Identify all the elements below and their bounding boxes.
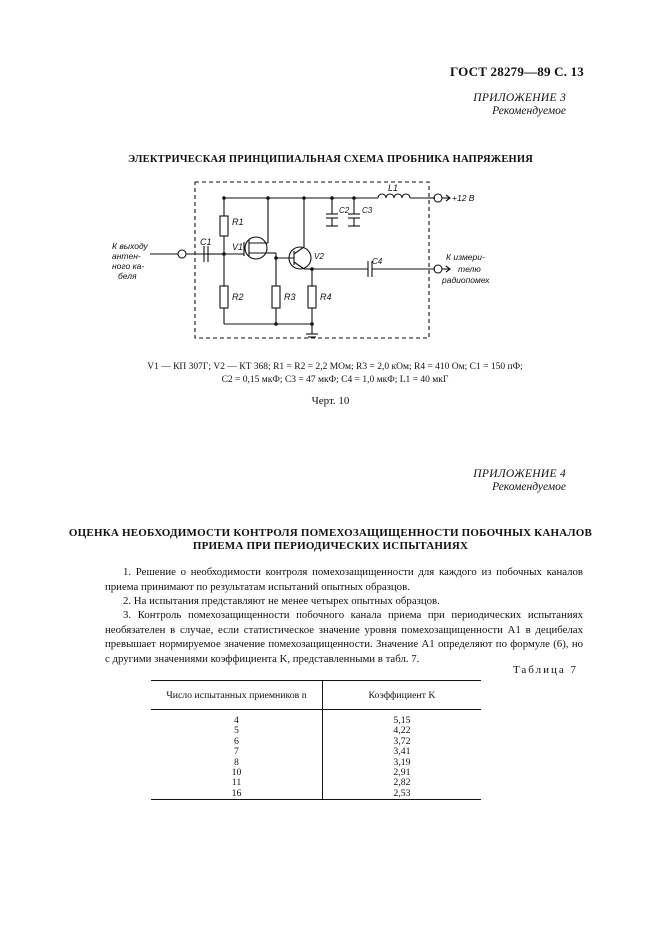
label-input-2: антен- [112,251,141,261]
label-R4: R4 [320,292,332,302]
table-caption: Таблица 7 [512,664,578,676]
input-terminal [178,250,186,258]
label-C1: C1 [200,237,212,247]
label-input-4: беля [118,271,137,281]
label-C4: C4 [372,257,383,266]
cell-k: 3,72 [393,735,411,747]
label-R2: R2 [232,292,244,302]
header-coefficient: Коэффициент K [323,681,482,710]
table-row [151,710,481,727]
circuit-schematic [110,176,500,348]
label-V1: V1 [232,242,244,252]
transistor-V1 [245,237,267,259]
standard-header: ГОСТ 28279—89 С. 13 [450,64,584,79]
power-terminal [434,194,442,202]
table-7 [151,680,481,800]
resistor-R1 [220,216,228,236]
resistor-R3 [272,286,280,308]
label-R3: R3 [284,292,296,302]
label-R1: R1 [232,217,244,227]
appendix-4-heading [473,468,566,494]
cell-n: 11 [151,778,323,788]
cell-n: 10 [151,768,323,778]
appendix-4-note: Рекомендуемое [492,481,566,493]
inductor-L1 [378,194,410,198]
cell-n: 6 [151,737,323,747]
label-C3: C3 [362,206,373,215]
output-terminal [434,265,442,273]
appendix-3-label: ПРИЛОЖЕНИЕ 3 [473,92,566,104]
paragraph-2: 2. На испытания представляют не менее четырех опытных образцов. [123,595,440,607]
schematic-title: ЭЛЕКТРИЧЕСКАЯ ПРИНЦИПИАЛЬНАЯ СХЕМА ПРОБНИКА НАПРЯЖЕНИЯ [127,154,534,165]
table-row [151,726,481,736]
label-output-1: К измери- [446,252,485,262]
table-row [151,737,481,747]
table-row [151,747,481,757]
label-power: +12 В [452,193,475,203]
paragraph-1: 1. Решение о необходимости контроля помехозащищенности для каждого из побочных каналов приема принимают по результатам испытаний опытных образцов. [105,566,583,593]
label-input-1: К выходу [112,241,148,251]
label-V2: V2 [314,252,324,261]
cell-k: 2,91 [393,767,411,779]
label-C2: C2 [339,206,350,215]
resistor-R4 [308,286,316,308]
appendix-4-label: ПРИЛОЖЕНИЕ 4 [473,468,566,480]
appendix-3-note: Рекомендуемое [492,105,566,117]
table-row [151,789,481,800]
paragraph-3: 3. Контроль помехозащищенности побочного канала приема при периодических испытаниях необязателен в случае, если статистическое значение уровня помехозащищенности A1 в децибелах превышает нормируемое значение помехозащищенности. Значение A1 определяют по формуле (6), но с другими значениями коэффициента K, представленными в табл. 7. [105,609,583,665]
label-output-2: телю [458,264,481,274]
cell-n: 4 [151,710,323,727]
legend-line-1: V1 — КП 307Г; V2 — КТ 368; R1 = R2 = 2,2 МОм; R3 = 2,0 кОм; R4 = 410 Ом; C1 = 150 пФ; [147,362,523,372]
cell-k: 4,22 [393,725,411,737]
cell-n: 5 [151,726,323,736]
cell-k: 3,41 [393,746,411,758]
label-input-3: ного ка- [112,261,145,271]
table-row [151,768,481,778]
legend-line-2: C2 = 0,15 мкФ; C3 = 47 мкФ; C4 = 1,0 мкФ; L1 = 40 мкГ [221,375,449,385]
figure-caption: Черт. 10 [311,395,350,407]
label-L1: L1 [388,183,399,193]
appendix-3-heading [473,92,566,118]
table-row [151,778,481,788]
component-legend [100,361,570,387]
section-title-line-2: ПРИЕМА ПРИ ПЕРИОДИЧЕСКИХ ИСПЫТАНИЯХ [192,540,469,552]
table-row [151,758,481,768]
cell-n: 16 [151,789,323,800]
resistor-R2 [220,286,228,308]
cell-k: 5,15 [393,715,411,726]
header-receivers-count: Число испытанных приемников n [151,681,323,710]
cell-k: 3,19 [393,756,411,768]
label-output-3: радиопомех [442,275,490,285]
cell-n: 7 [151,747,323,757]
table-header-row [151,681,481,710]
section-title [60,527,601,553]
section-title-line-1: ОЦЕНКА НЕОБХОДИМОСТИ КОНТРОЛЯ ПОМЕХОЗАЩИЩЕННОСТИ ПОБОЧНЫХ КАНАЛОВ [68,527,593,539]
cell-n: 8 [151,758,323,768]
cell-k: 2,82 [393,777,411,789]
cell-k: 2,53 [323,789,482,800]
